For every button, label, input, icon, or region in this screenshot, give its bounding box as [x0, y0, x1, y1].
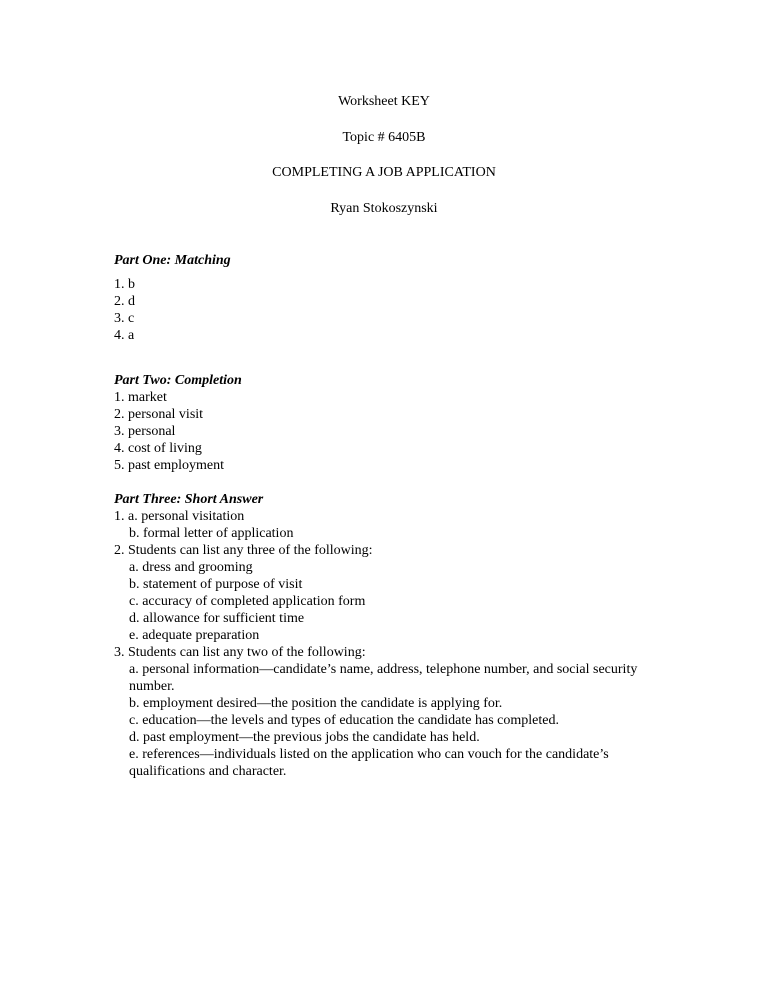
question-intro: 2. Students can list any three of the following: — [114, 543, 373, 558]
answer-line: e. references—individuals listed on the application who can vouch for the candidate’s qualifications and character. — [129, 747, 609, 779]
list-item: 1. b — [114, 277, 135, 292]
part-one-list — [114, 276, 674, 344]
answer-line: 1. a. personal visitation — [114, 509, 245, 524]
part-two-section — [114, 372, 674, 474]
worksheet-title: Worksheet KEY — [338, 94, 430, 109]
answer-line: a. personal information—candidate’s name, address, telephone number, and social security number. — [129, 662, 638, 694]
question-intro: 3. Students can list any two of the following: — [114, 645, 366, 660]
answer-line: c. education—the levels and types of education the candidate has completed. — [129, 713, 559, 728]
answer-line: d. past employment—the previous jobs the candidate has held. — [129, 730, 480, 745]
answer-line: b. statement of purpose of visit — [129, 577, 303, 592]
answer-line: b. formal letter of application — [129, 526, 294, 541]
subject-title: COMPLETING A JOB APPLICATION — [272, 165, 496, 180]
answer-line: c. accuracy of completed application form — [129, 594, 366, 609]
list-item: 4. cost of living — [114, 441, 202, 456]
topic-number: Topic # 6405B — [342, 130, 426, 145]
part-two-heading: Part Two: Completion — [114, 373, 242, 388]
answer-line: b. employment desired—the position the candidate is applying for. — [129, 696, 503, 711]
part-one-heading: Part One: Matching — [114, 253, 231, 268]
list-item: 3. personal — [114, 424, 176, 439]
list-item: 2. d — [114, 294, 135, 309]
author-name: Ryan Stokoszynski — [330, 201, 438, 216]
answer-line: d. allowance for sufficient time — [129, 611, 305, 626]
list-item: 3. c — [114, 311, 135, 326]
answer-line: a. dress and grooming — [129, 560, 253, 575]
list-item: 2. personal visit — [114, 407, 204, 422]
list-item: 1. market — [114, 390, 167, 405]
part-one-section — [114, 252, 674, 344]
part-three-section — [114, 491, 674, 780]
list-item: 4. a — [114, 328, 135, 343]
answer-line: e. adequate preparation — [129, 628, 260, 643]
list-item: 5. past employment — [114, 458, 225, 473]
part-three-heading: Part Three: Short Answer — [114, 492, 264, 507]
